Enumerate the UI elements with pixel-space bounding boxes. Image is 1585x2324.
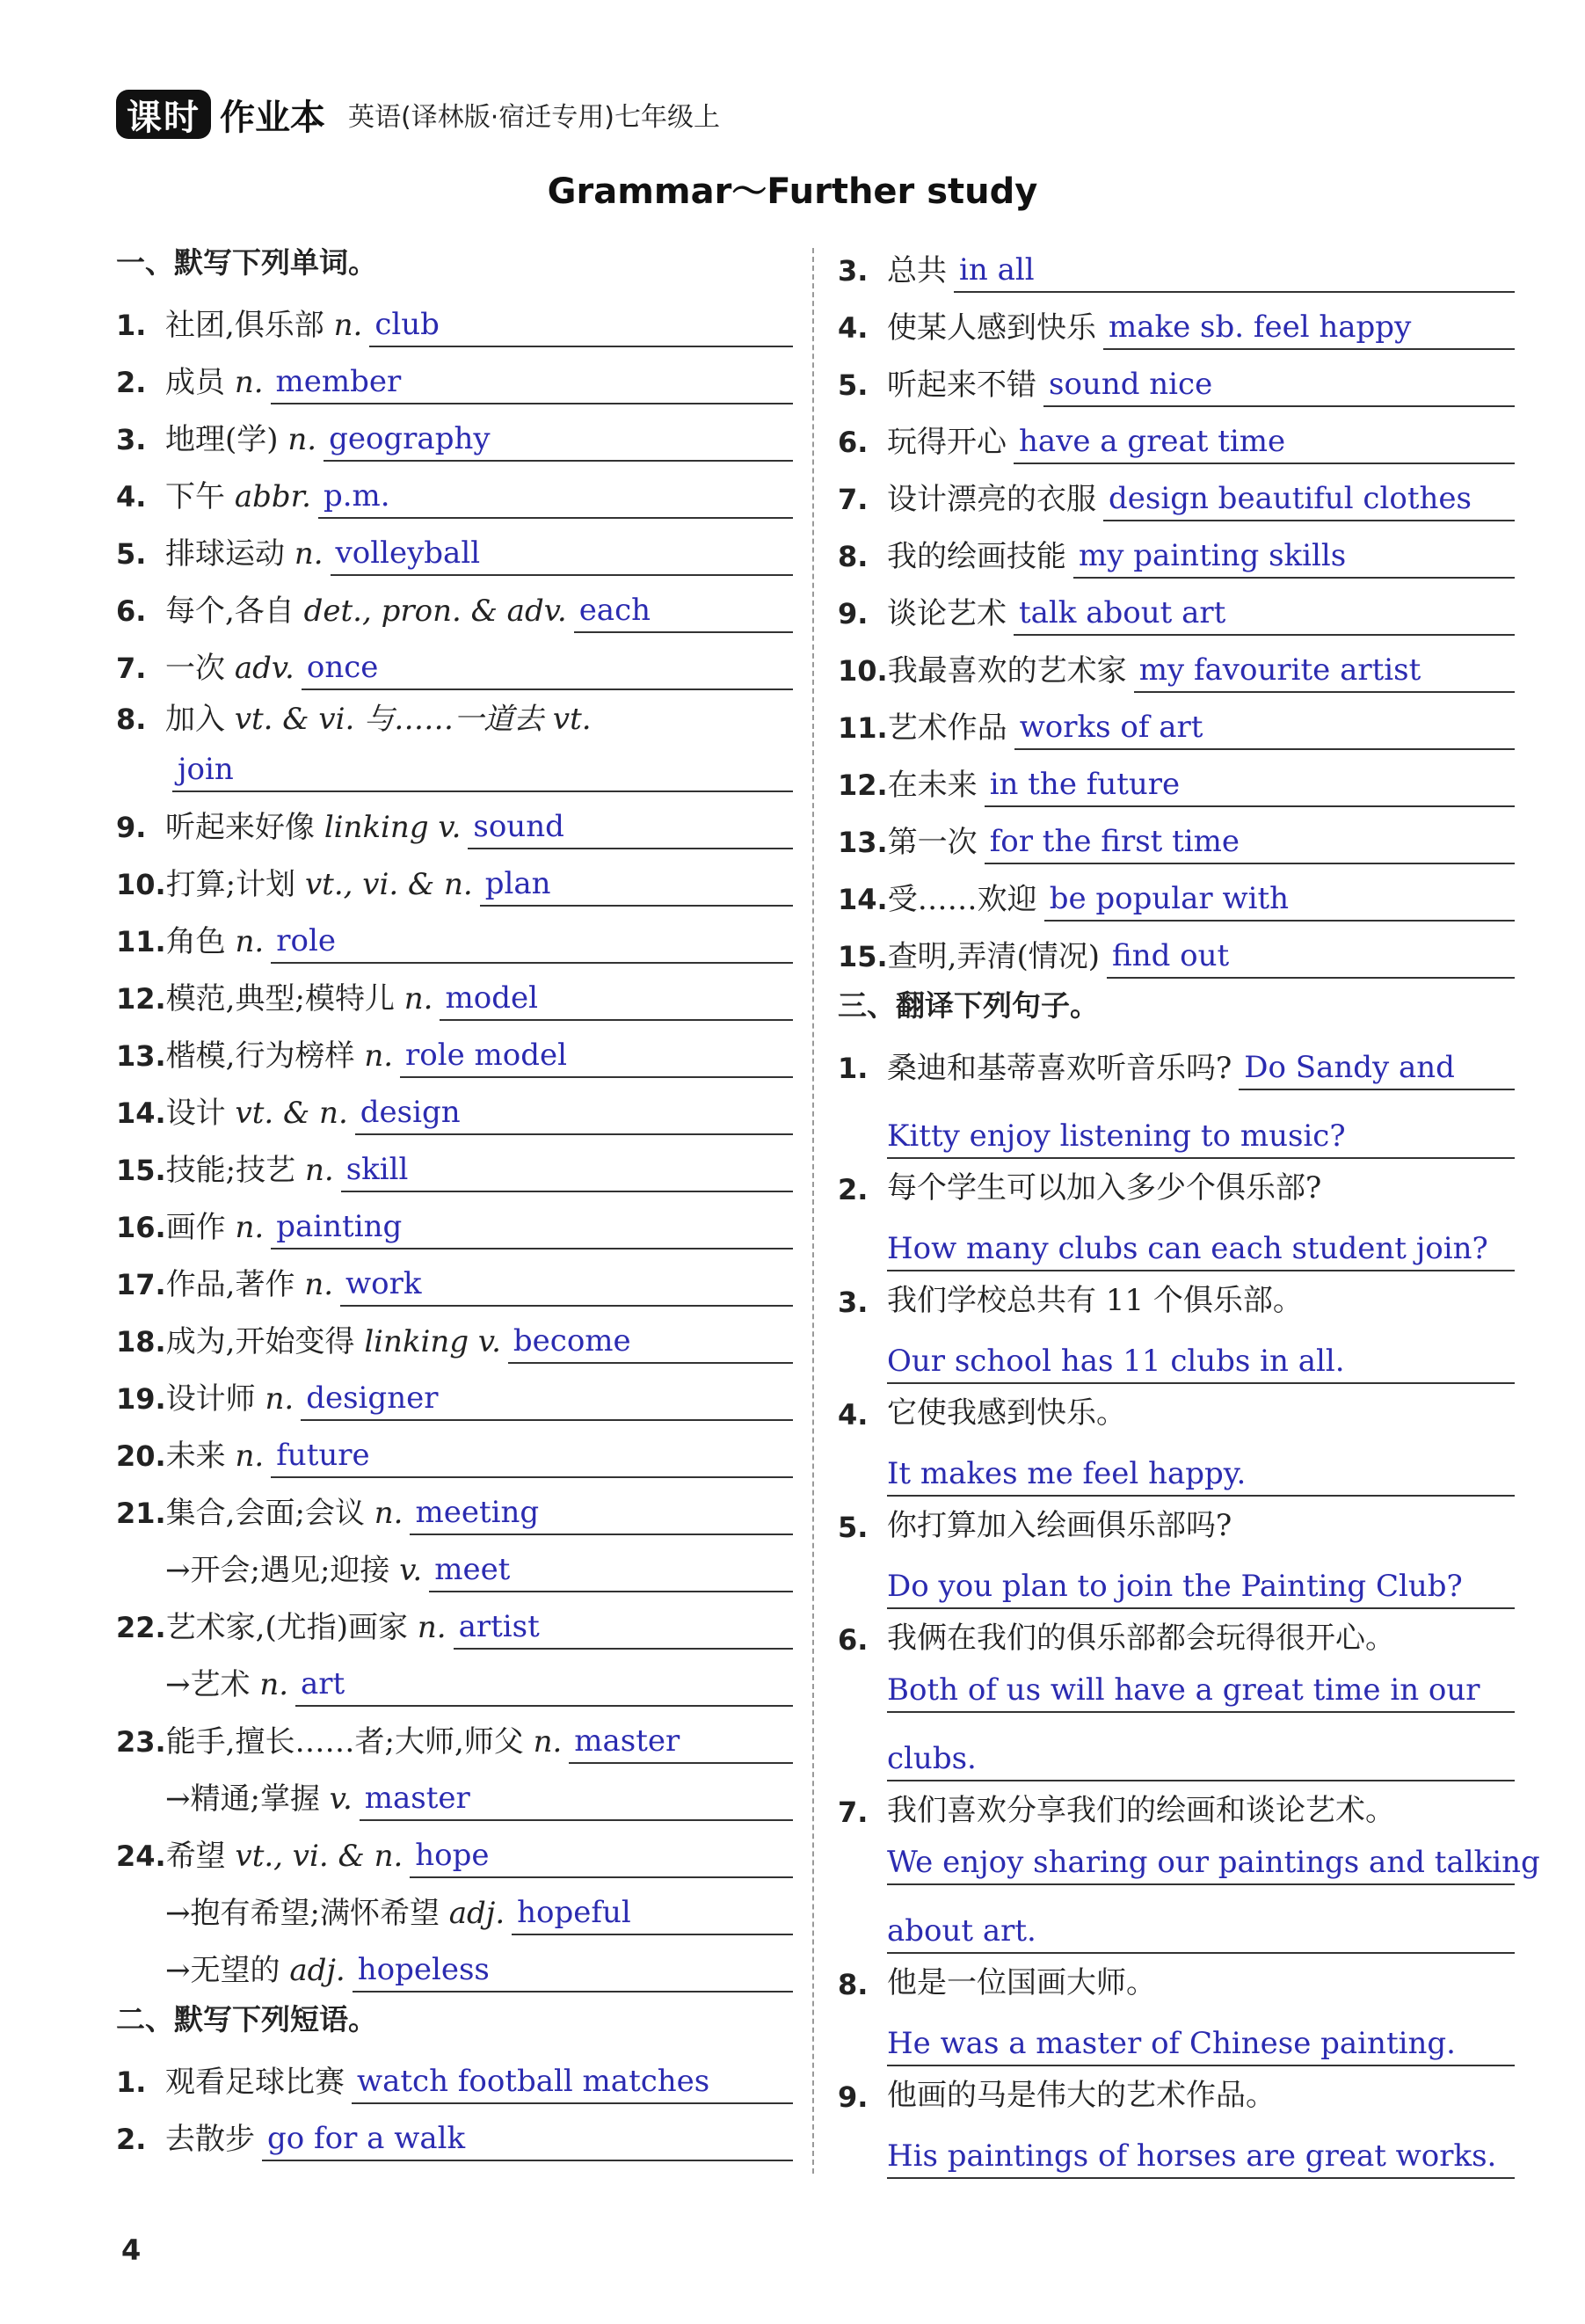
sentence-chinese: 我们喜欢分享我们的绘画和谈论艺术。 [887,1793,1395,1828]
part-of-speech: n. [235,1210,265,1245]
word-prompt [165,1895,505,1935]
derived-word-row [116,1650,793,1707]
phrase-answer[interactable]: my painting skills [1073,538,1515,579]
word-prompt [166,980,433,1021]
word-prompt [166,1266,333,1307]
word-answer[interactable]: future [271,1438,793,1478]
item-number: 15. [116,1154,166,1187]
word-answer[interactable]: art [295,1666,793,1707]
word-chinese: 希望 [165,1839,226,1874]
part-of-speech: n. [259,1667,289,1702]
word-prompt [165,1666,288,1707]
item-number: 13. [116,1039,166,1073]
word-chinese: 社团,俱乐部 [165,308,324,343]
item-number: 22. [116,1611,166,1644]
section3-heading: 三、翻译下列句子。 [838,988,1099,1023]
phrase-answer[interactable]: make sb. feel happy [1103,310,1515,350]
part-of-speech: n. [294,536,324,572]
part-of-speech: vt., vi. & n. [235,1839,404,1874]
word-row [116,347,793,404]
item-number: 12. [838,769,888,802]
book-brand: 作业本 [220,97,325,138]
word-chinese: 能手,擅长……者;大师,师父 [165,1724,524,1759]
phrase-answer[interactable]: have a great time [1014,424,1515,464]
item-number: 11. [838,711,888,745]
item-number: 1. [838,1052,869,1085]
word-row [116,792,793,849]
item-number: 2. [116,366,147,399]
word-prompt [165,421,316,462]
phrase-chinese: 玩得开心 [887,425,1007,460]
part-of-speech: det., pron. & adv. [303,594,567,629]
phrase-chinese: 去散步 [165,2122,255,2157]
word-chinese: 设计 [165,1096,226,1131]
sentence-answer[interactable]: It makes me feel happy. [887,1435,1515,1497]
word-prompt [165,478,311,519]
word-answer[interactable]: master [360,1781,793,1821]
phrase-row [838,236,1515,293]
word-chinese: 每个,各自 [165,594,294,629]
word-prompt [166,1838,404,1878]
word-row [116,1192,793,1249]
phrase-answer[interactable]: talk about art [1014,595,1515,636]
word-row [116,1307,793,1364]
part-of-speech: n. [417,1610,447,1645]
word-prompt [165,650,294,690]
word-chinese: →无望的 [165,1953,280,1988]
phrase-answer[interactable]: design beautiful clothes [1103,481,1515,521]
phrase-chinese: 艺术作品 [887,710,1007,746]
sentence-row [838,2066,1515,2117]
item-number: 9. [838,597,869,630]
word-answer[interactable]: volleyball [331,535,793,576]
word-answer[interactable]: artist [454,1609,793,1650]
word-answer[interactable]: work [340,1266,793,1307]
word-row [116,1707,793,1764]
word-row [116,519,793,576]
word-chinese: 集合,会面;会议 [165,1496,365,1531]
word-prompt [166,923,265,964]
word-row [116,1821,793,1878]
word-chinese: 地理(学) [165,422,279,457]
section1-heading: 一、默写下列单词。 [116,245,377,280]
page-title: Grammar～Further study [547,171,1038,212]
phrase-chinese: 在未来 [887,768,978,803]
word-prompt [166,1038,393,1078]
item-number: 4. [116,480,147,514]
word-prompt [166,1609,447,1650]
sentence-chinese: 桑迪和基蒂喜欢听音乐吗? [887,1051,1232,1086]
word-answer[interactable]: hopeless [353,1952,793,1993]
part-of-speech: n. [304,1153,334,1188]
sentence-answer[interactable]: We enjoy sharing our paintings and talking [887,1832,1515,1885]
word-answer[interactable]: painting [271,1209,793,1249]
sentence-chinese: 你打算加入绘画俱乐部吗? [887,1508,1232,1543]
part-of-speech: n. [235,1439,265,1474]
part-of-speech: n. [374,1496,404,1531]
part-of-speech: n. [287,422,317,457]
part-of-speech: n. [533,1724,563,1759]
phrase-answer[interactable]: my favourite artist [1134,652,1515,693]
sentence-row [838,1954,1515,2005]
word-chinese: 作品,著作 [165,1267,295,1302]
phrase-answer[interactable]: in the future [985,767,1515,807]
item-number: 14. [116,1096,166,1130]
item-number: 3. [116,423,147,456]
item-number: 2. [116,2123,147,2156]
word-prompt [166,1323,501,1364]
word-chinese: 技能;技艺 [165,1153,296,1188]
phrase-chinese: 谈论艺术 [887,596,1007,631]
word-answer[interactable]: hope [410,1838,793,1878]
word-row [116,1364,793,1421]
word-chinese: 艺术家,(尤指)画家 [165,1610,409,1645]
phrase-answer[interactable]: works of art [1014,710,1515,750]
word-answer[interactable]: role model [400,1038,793,1078]
word-prompt [166,1095,348,1135]
phrase-chinese: 我最喜欢的艺术家 [887,653,1127,688]
sentence-answer[interactable]: How many clubs can each student join? [887,1210,1515,1271]
section1-list [116,290,793,1993]
item-number: 3. [838,1286,869,1319]
sentence-row [838,1781,1515,1832]
word-answer[interactable]: plan [480,866,793,907]
word-prompt [165,1952,345,1993]
sentence-row [838,1271,1515,1322]
word-row [116,290,793,347]
derived-word-row [116,1935,793,1993]
phrase-chinese: 我的绘画技能 [887,539,1066,574]
word-chinese: 下午 [165,479,225,514]
word-answer[interactable]: member [271,364,793,404]
phrase-answer[interactable]: watch football matches [352,2064,793,2104]
word-prompt [165,364,264,404]
section2-heading: 二、默写下列短语。 [116,2002,377,2036]
item-number: 7. [116,652,147,685]
phrase-chinese: 第一次 [887,825,978,860]
part-of-speech: n. [265,1381,294,1417]
word-row [116,1421,793,1478]
word-chinese: 听起来好像 [165,810,315,845]
word-row [116,964,793,1021]
section2-list-left [116,2047,793,2161]
page-number: 4 [121,2233,142,2267]
word-answer[interactable]: once [302,650,793,690]
item-number: 23. [116,1725,166,1759]
word-chinese: →抱有希望;满怀希望 [165,1896,440,1931]
word-answer[interactable]: role [271,923,793,964]
item-number: 10. [838,654,888,688]
word-prompt [165,809,461,849]
word-prompt [165,1552,422,1592]
word-answer[interactable]: join [172,752,793,792]
word-answer[interactable]: each [574,593,793,633]
word-chinese: →精通;掌握 [165,1781,320,1817]
word-chinese: 成为,开始变得 [165,1324,355,1359]
word-row [116,1478,793,1535]
section2-list-right [838,236,1515,979]
word-row [116,1135,793,1192]
word-chinese: 未来 [165,1439,226,1474]
phrase-chinese: 受……欢迎 [887,882,1037,917]
book-logo: 课时 [116,90,211,139]
phrase-chinese: 查明,弄清(情况) [887,939,1101,974]
item-number: 1. [116,309,147,342]
sentence-row [838,1497,1515,1548]
phrase-row [838,293,1515,350]
part-of-speech: adj. [448,1896,505,1931]
phrase-row [838,464,1515,521]
phrase-answer[interactable]: be popular with [1044,881,1515,922]
part-of-speech: v. [329,1781,353,1817]
item-number: 9. [838,2080,869,2114]
part-of-speech: vt., vi. & n. [304,867,473,902]
phrase-answer[interactable]: go for a walk [262,2121,793,2161]
item-number: 1. [116,2065,147,2099]
word-row [116,907,793,964]
part-of-speech: n. [235,924,265,959]
word-answer[interactable]: model [440,980,793,1021]
derived-word-row [116,1764,793,1821]
phrase-chinese: 听起来不错 [887,368,1036,403]
phrase-answer[interactable]: sound nice [1043,367,1515,407]
item-number: 8. [838,540,869,573]
sentence-chinese: 我俩在我们的俱乐部都会玩得很开心。 [887,1621,1395,1656]
phrase-chinese: 设计漂亮的衣服 [887,482,1096,517]
item-number: 16. [116,1211,166,1244]
word-prompt [165,535,324,576]
part-of-speech: n. [304,1267,334,1302]
item-number: 20. [116,1439,166,1473]
item-number: 4. [838,1398,869,1432]
sentence-answer-continued[interactable]: about art. [887,1885,1515,1954]
item-number: 10. [116,868,166,901]
sentence-row [838,1033,1515,1090]
item-number: 5. [116,537,147,571]
sentence-row [838,1159,1515,1210]
word-chinese: 加入 [165,702,225,737]
item-number: 5. [838,368,869,402]
word-answer[interactable]: sound [468,809,793,849]
item-number: 13. [838,826,888,859]
item-number: 11. [116,925,166,958]
word-chinese: 角色 [165,924,226,959]
word-answer[interactable]: design [355,1095,793,1135]
word-row [116,1078,793,1135]
word-row [116,1021,793,1078]
word-chinese: 排球运动 [165,536,285,572]
word-answer[interactable]: meet [429,1552,793,1592]
phrase-chinese: 观看足球比赛 [165,2065,345,2100]
word-prompt [165,1781,353,1821]
word-row [116,1249,793,1307]
phrase-chinese: 使某人感到快乐 [887,310,1096,346]
item-number: 8. [838,1968,869,2001]
word-answer[interactable]: designer [301,1381,793,1421]
word-prompt [165,593,567,633]
phrase-answer[interactable]: in all [954,252,1515,293]
phrase-row [116,2104,793,2161]
item-number: 4. [838,311,869,345]
word-answer[interactable]: skill [341,1152,793,1192]
word-answer[interactable]: club [369,307,793,347]
part-of-speech: v. [399,1553,423,1588]
word-answer[interactable]: hopeful [512,1895,793,1935]
phrase-row [838,350,1515,407]
sentence-answer[interactable]: He was a master of Chinese painting. [887,2005,1515,2066]
part-of-speech: n. [333,308,363,343]
sentence-answer[interactable]: Our school has 11 clubs in all. [887,1322,1515,1384]
sentence-answer[interactable]: His paintings of horses are great works. [887,2117,1515,2179]
word-row [116,404,793,462]
sentence-row [838,1384,1515,1435]
item-number: 6. [116,594,147,628]
word-chinese: →艺术 [165,1667,251,1702]
word-answer[interactable]: meeting [410,1495,793,1535]
word-row [116,462,793,519]
phrase-row [838,407,1515,464]
phrase-row [838,807,1515,864]
word-chinese: 设计师 [165,1381,256,1417]
sentence-chinese: 他画的马是伟大的艺术作品。 [887,2078,1276,2113]
word-row [116,849,793,907]
word-row [116,1592,793,1650]
part-of-speech: linking v. [324,810,462,845]
left-column [116,236,793,2161]
phrase-row [838,750,1515,807]
word-answer[interactable]: p.m. [318,478,793,519]
word-chinese: 打算;计划 [165,867,296,902]
word-prompt [166,1152,334,1192]
item-number: 6. [838,426,869,459]
item-number: 8. [116,703,147,736]
phrase-row [838,864,1515,922]
derived-word-row [116,1535,793,1592]
sentence-answer-continued[interactable]: clubs. [887,1713,1515,1781]
sentence-answer[interactable]: Do Sandy and [1239,1050,1515,1090]
item-number: 12. [116,982,166,1016]
word-chinese: 一次 [165,651,225,686]
word-prompt [166,866,473,907]
part-of-speech: abbr. [234,479,311,514]
part-of-speech: vt. & n. [235,1096,348,1131]
part-of-speech: vt. & vi. 与……一道去 vt. [234,702,592,737]
word-prompt [166,1381,294,1421]
column-divider [812,248,814,2174]
word-prompt [166,1209,265,1249]
part-of-speech: adj. [289,1953,345,1988]
sentence-chinese: 我们学校总共有 11 个俱乐部。 [887,1283,1303,1318]
part-of-speech: n. [404,981,433,1016]
phrase-row [838,922,1515,979]
item-number: 7. [838,483,869,516]
item-number: 6. [838,1623,869,1657]
part-of-speech: n. [234,365,264,400]
sentence-chinese: 每个学生可以加入多少个俱乐部? [887,1170,1322,1206]
item-number: 9. [116,811,147,844]
item-number: 17. [116,1268,166,1301]
word-row [116,576,793,633]
item-number: 21. [116,1497,166,1530]
part-of-speech: n. [364,1038,394,1074]
sentence-answer[interactable]: Both of us will have a great time in our [887,1660,1515,1713]
item-number: 2. [838,1173,869,1206]
item-number: 7. [838,1796,869,1829]
item-number: 15. [838,940,888,973]
sentence-chinese: 它使我感到快乐。 [887,1395,1126,1431]
answer-row [116,741,793,792]
page-header [116,88,720,141]
word-row [116,690,793,741]
sentence-answer[interactable]: Do you plan to join the Painting Club? [887,1548,1515,1609]
phrase-row [838,636,1515,693]
word-answer[interactable]: geography [324,421,793,462]
part-of-speech: adv. [234,651,294,686]
item-number: 14. [838,883,888,916]
word-prompt [166,1438,265,1478]
part-of-speech: linking v. [364,1324,501,1359]
phrase-chinese: 总共 [887,253,947,288]
word-chinese: 模范,典型;模特儿 [165,981,395,1016]
phrase-row [838,693,1515,750]
word-prompt [166,1495,404,1535]
sentence-answer-continued[interactable]: Kitty enjoy listening to music? [887,1090,1515,1159]
word-chinese: →开会;遇见;迎接 [165,1553,390,1588]
derived-word-row [116,1878,793,1935]
word-answer[interactable]: become [508,1323,793,1364]
item-number: 18. [116,1325,166,1359]
word-chinese: 画作 [165,1210,226,1245]
item-number: 19. [116,1382,166,1416]
section3-list [838,1033,1540,2179]
sentence-chinese: 他是一位国画大师。 [887,1965,1156,2000]
right-column [838,236,1540,2179]
item-number: 3. [838,254,869,288]
word-chinese: 成员 [165,365,225,400]
item-number: 24. [116,1840,166,1873]
word-prompt [166,1723,563,1764]
phrase-row [838,579,1515,636]
phrase-answer[interactable]: for the first time [985,824,1515,864]
phrase-row [838,521,1515,579]
word-row [116,633,793,690]
sentence-row [838,1609,1515,1660]
word-prompt [165,307,362,347]
word-chinese: 楷模,行为榜样 [165,1038,355,1074]
phrase-row [116,2047,793,2104]
phrase-answer[interactable]: find out [1107,938,1515,979]
word-answer[interactable]: master [569,1723,793,1764]
word-prompt [165,701,592,741]
book-series: 英语(译林版·宿迁专用)七年级上 [348,102,720,133]
item-number: 5. [838,1511,869,1544]
